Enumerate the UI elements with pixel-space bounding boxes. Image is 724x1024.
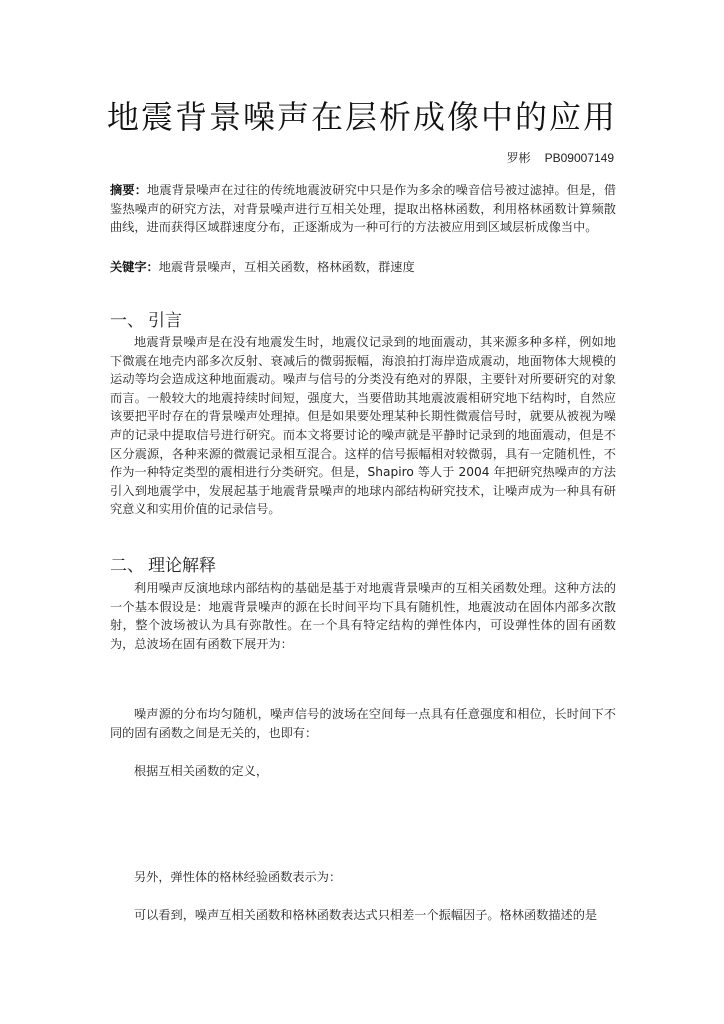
paper-title: 地震背景噪声在层析成像中的应用 xyxy=(106,98,617,136)
section-heading-theory xyxy=(110,551,216,576)
section-heading-intro xyxy=(110,306,182,331)
author-name: 罗彬 xyxy=(506,151,531,165)
theory-paragraph-5: 可以看到，噪声互相关函数和格林函数表达式只相差一个振幅因子。格林函数描述的是 xyxy=(134,908,598,922)
student-id: PB09007149 xyxy=(544,151,614,165)
keywords-text: 地震背景噪声，互相关函数，格林函数，群速度 xyxy=(158,260,415,274)
abstract-text: 地震背景噪声在过往的传统地震波研究中只是作为多余的噪音信号被过滤掉。但是，借鉴热噪声的研究方法，对背景噪声进行互相关处理，提取出格林函数，利用格林函数计算频散曲线，进而获得区域群速度分布，正逐渐成为一种可行的方法被应用到区域层析成像当中。 xyxy=(110,183,617,235)
section-number: 一、 xyxy=(110,311,144,331)
keywords xyxy=(110,258,616,277)
abstract-label: 摘要： xyxy=(110,183,148,197)
author-line xyxy=(507,149,614,166)
section-title: 引言 xyxy=(148,311,182,331)
theory-paragraph-1: 利用噪声反演地球内部结构的基础是基于对地震背景噪声的互相关函数处理。这种方法的一个基本假设是：地震背景噪声的源在长时间平均下具有随机性，地震波动在固体内部多次散射，整个波场被认为具有弥散性。在一个具有特定结构的弹性体内，可设弹性体的固有函数为，总波场在固有函数下展开为： xyxy=(110,581,616,651)
theory-paragraph-3: 根据互相关函数的定义， xyxy=(134,764,269,778)
theory-paragraph-4: 另外，弹性体的格林经验函数表示为： xyxy=(134,870,342,884)
abstract xyxy=(110,181,616,237)
keywords-label: 关键字： xyxy=(110,260,159,274)
intro-paragraph: 地震背景噪声是在没有地震发生时，地震仪记录到的地面震动，其来源多种多样，例如地下微震在地壳内部多次反射、衰减后的微弱振幅，海浪拍打海岸造成震动，地面物体大规模的运动等均会造成这种地面震动。噪声与信号的分类没有绝对的界限，主要针对所要研究的对象而言。一般较大的地震持续时间短，强度大，当要借助其地震波震相研究地下结构时，自然应该要把平时存在的背景噪声处理掉。但是如果要处理某种长期性微震信号时，就要从被视为噪声的记录中提取信号进行研究。而本文将要讨论的噪声就是平静时记录到的地面震动，但是不区分震源，各种来源的微震记录相互混合。这样的信号振幅相对较微弱，具有一定随机性，不作为一种特定类型的震相进行分类研究。但是，Shapiro 等人于 2004 年把研究热噪声的方法引入到地震学中，发展起基于地震背景噪声的地球内部结构研究技术，让噪声成为一种具有研究意义和实用价值的记录信号。 xyxy=(110,335,616,517)
section-number: 二、 xyxy=(110,556,144,576)
theory-paragraph-2: 噪声源的分布均匀随机，噪声信号的波场在空间每一点具有任意强度和相位，长时间下不同的固有函数之间是无关的，也即有： xyxy=(110,707,616,740)
section-title: 理论解释 xyxy=(148,556,216,576)
